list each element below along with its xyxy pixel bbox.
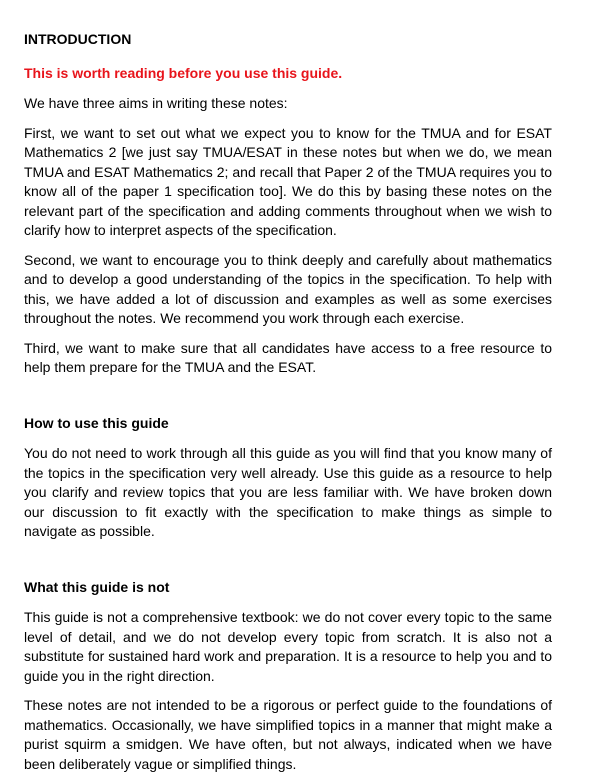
intro-paragraph: We have three aims in writing these notes: [24, 95, 288, 111]
what-not-paragraph: These notes are not intended to be a rigorous or perfect guide to the foundations of mathematics. Occasionally, we have simplified topics in a manner that might make a purist squirm a smidgen. We have often, but not always, indicated when we have been deliberately vague or simplified things. [24, 697, 552, 772]
how-to-use-paragraph: You do not need to work through all this guide as you will find that you know many of the topics in the specification very well already. Use this guide as a resource to help you clarify and review topics that you are less familiar with. We have broken down our discussion to fit exactly with the specification to make things as simple to navigate as possible. [24, 445, 552, 539]
intro-paragraph: First, we want to set out what we expect you to know for the TMUA and for ESAT Mathematics 2 [we just say TMUA/ESAT in these notes but when we do, we mean TMUA and ESAT Mathematics 2; and recall that Paper 2 of the TMUA requires you to know all of the paper 1 specification too]. We do this by basing these notes on the relevant part of the specification and adding comments throughout when we wish to clarify how to interpret aspects of the specification. [24, 124, 552, 238]
intro-paragraph: Third, we want to make sure that all candidates have access to a free resource to help them prepare for the TMUA and the ESAT. [24, 339, 552, 375]
what-not-heading: What this guide is not [24, 578, 170, 595]
intro-paragraph: Second, we want to encourage you to think deeply and carefully about mathematics and to develop a good understanding of the topics in the specification. To help with this, we have added a lot of discussion and examples as well as some exercises throughout the notes. We recommend you work through each exercise. [24, 251, 552, 326]
what-not-section [24, 578, 552, 775]
how-to-use-heading: How to use this guide [24, 414, 169, 431]
document-page [24, 30, 552, 784]
intro-heading: INTRODUCTION [24, 31, 132, 47]
intro-subtitle: This is worth reading before you use this guide. [24, 64, 343, 81]
how-to-use-section [24, 414, 552, 542]
what-not-paragraph: This guide is not a comprehensive textbook: we do not cover every topic to the same level of detail, and we do not develop every topic from scratch. It is also not a substitute for sustained hard work and preparation. It is a resource to help you and to guide you in the right direction. [24, 609, 552, 684]
